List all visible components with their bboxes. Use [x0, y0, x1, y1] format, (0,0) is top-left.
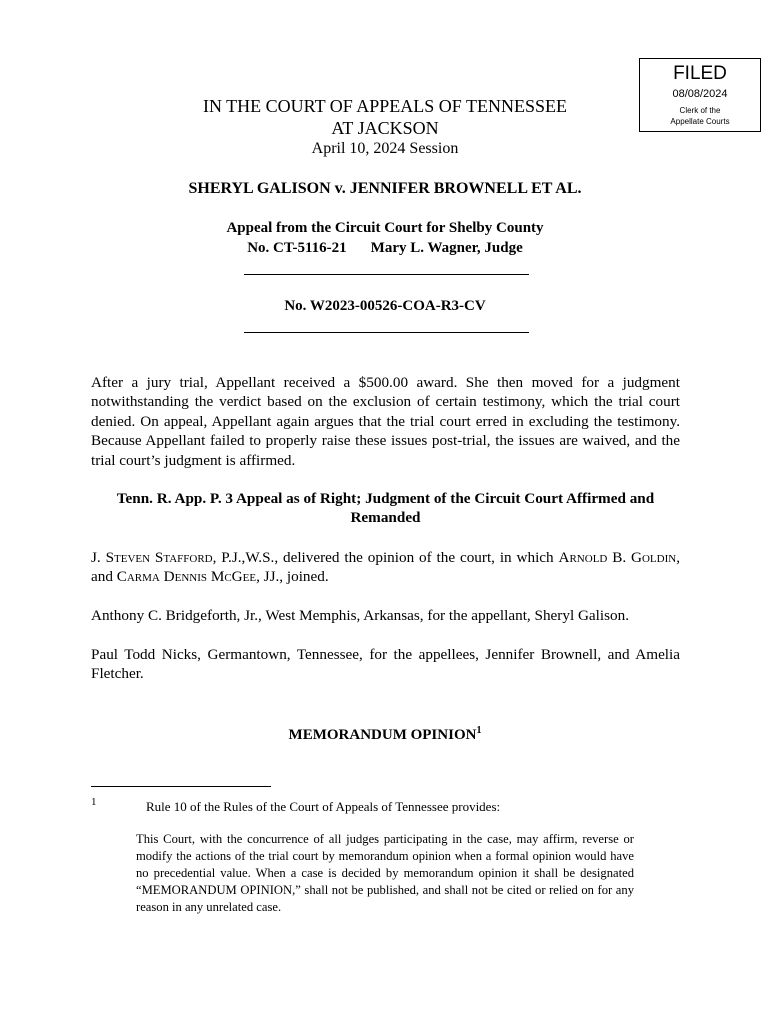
memorandum-heading — [60, 721, 710, 745]
appeal-from: Appeal from the Circuit Court for Shelby County — [226, 220, 544, 236]
panel-judge-2: Arnold B. Goldin — [558, 549, 677, 566]
docket-number: No. W2023-00526-COA-R3-CV — [284, 298, 486, 314]
footnote-reference: 1 — [476, 725, 482, 736]
counsel-appellees: Paul Todd Nicks, Germantown, Tennessee, for the appellees, Jennifer Brownell, and Amelia Fletcher. — [91, 646, 680, 683]
footnote-intro: Rule 10 of the Rules of the Court of Appeals of Tennessee provides: — [146, 799, 501, 814]
trial-judge: Mary L. Wagner, Judge — [370, 240, 523, 256]
stamp-status: FILED — [673, 63, 727, 84]
case-caption: SHERYL GALISON v. JENNIFER BROWNELL ET AL. — [188, 180, 582, 197]
panel-statement — [91, 548, 680, 587]
court-location: AT JACKSON — [331, 118, 439, 138]
memorandum-title: MEMORANDUM OPINION — [288, 727, 477, 743]
session-date: April 10, 2024 Session — [311, 140, 459, 157]
author-judge: J. Steven Stafford — [91, 549, 213, 566]
court-name: IN THE COURT OF APPEALS OF TENNESSEE — [203, 96, 567, 116]
divider-bottom — [244, 332, 529, 333]
panel-judge-3: Carma Dennis McGee — [116, 568, 257, 586]
panel-text-3: , JJ., joined. — [256, 568, 329, 586]
trial-case-line — [60, 239, 710, 258]
footnote-number: 1 — [91, 796, 97, 808]
footnote-quote: This Court, with the concurrence of all judges participating in the case, may affirm, reverse or modify the actions of the trial court by memorandum opinion when a formal opinion would have no precedential value. When a case is decided by memorandum opinion it shall be designated “MEMORANDUM OPINION,” shall not be published, and shall not be cited or relied on for any reason in any unrelated case. — [136, 832, 634, 914]
divider-top — [244, 274, 529, 275]
panel-text-1: , P.J.,W.S., delivered the opinion of the court, in which — [212, 549, 559, 566]
panel-text-2: , and — [91, 549, 680, 586]
footnote-separator — [91, 786, 271, 787]
stamp-clerk-line: Clerk of the — [679, 106, 721, 115]
counsel-appellant: Anthony C. Bridgeforth, Jr., West Memphis, Arkansas, for the appellant, Sheryl Galison. — [91, 607, 630, 624]
trial-case-number: No. CT-5116-21 — [247, 240, 347, 256]
holding: Tenn. R. App. P. 3 Appeal as of Right; Judgment of the Circuit Court Affirmed and Remanded — [116, 490, 655, 527]
case-summary: After a jury trial, Appellant received a $500.00 award. She then moved for a judgment notwithstanding the verdict based on the exclusion of certain testimony, which the trial court denied. On appeal, Appellant again argues that the trial court erred in excluding the testimony. Because Appellant failed to properly raise these issues post-trial, the issues are waived, and the trial court’s judgment is affirmed. — [91, 374, 680, 469]
stamp-courts-line: Appellate Courts — [670, 117, 730, 126]
stamp-date: 08/08/2024 — [672, 88, 728, 100]
